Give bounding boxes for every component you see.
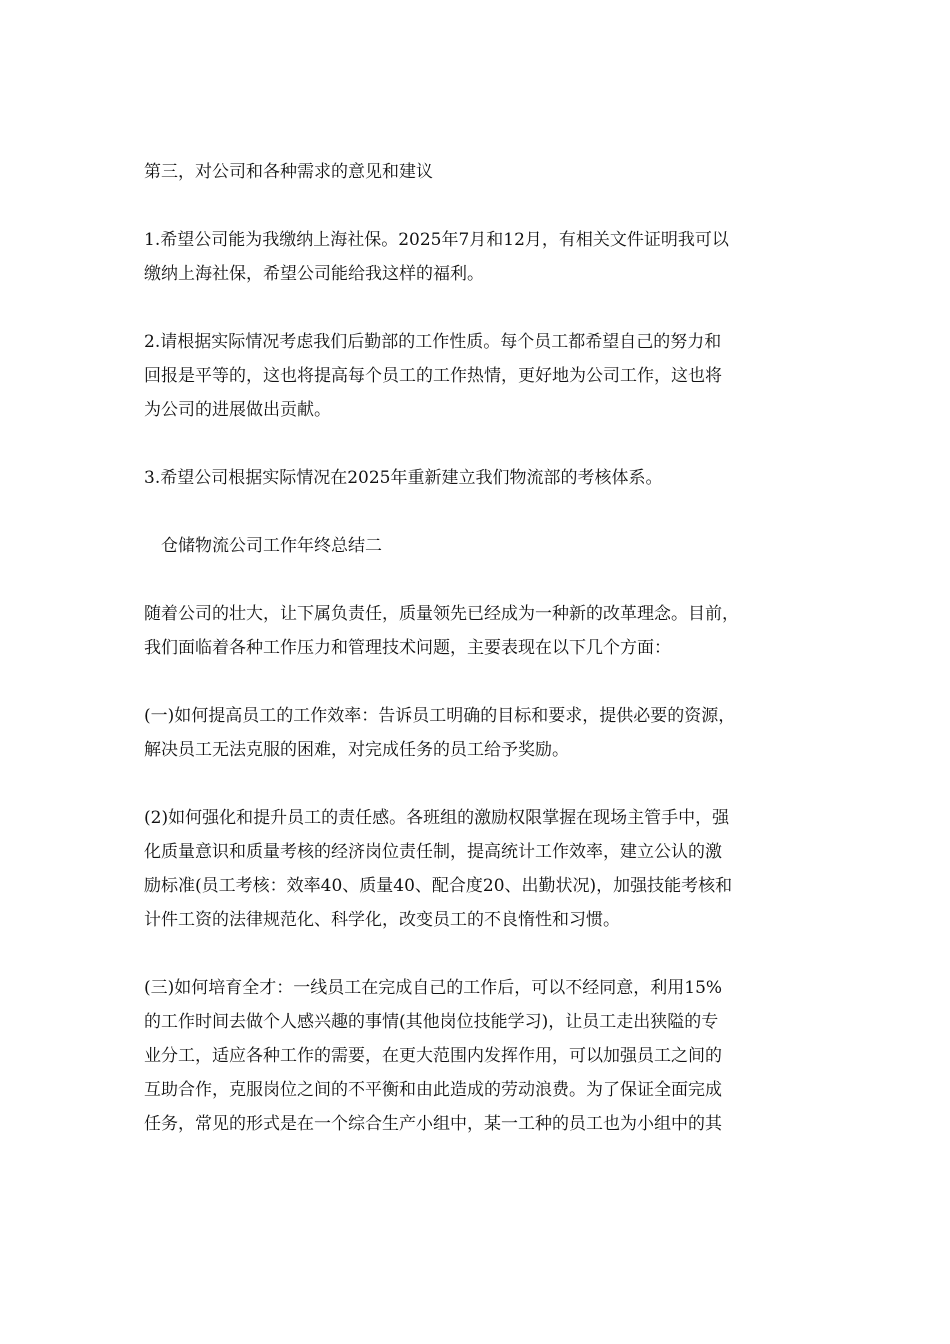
paragraph-logistics-department <box>144 325 808 427</box>
paragraph-introduction <box>144 597 808 665</box>
paragraph-all-round-talent <box>144 971 808 1141</box>
paragraph-work-efficiency <box>144 699 808 767</box>
paragraph-assessment-system <box>144 461 808 495</box>
text-line: (2)如何强化和提升员工的责任感。各班组的激励权限掌握在现场主管手中，强 <box>144 808 730 828</box>
paragraph-gap <box>144 937 808 971</box>
paragraph-gap <box>144 767 808 801</box>
text-line: 我们面临着各种工作压力和管理技术问题，主要表现在以下几个方面： <box>144 638 671 658</box>
text-line: 化质量意识和质量考核的经济岗位责任制，提高统计工作效率，建立公认的激 <box>144 842 722 862</box>
text-line: 为公司的进展做出贡献。 <box>144 400 331 420</box>
text-line: (三)如何培育全才：一线员工在完成自己的工作后，可以不经同意，利用15% <box>144 978 723 998</box>
paragraph-gap <box>144 563 808 597</box>
paragraph-gap <box>144 495 808 529</box>
text-line: 缴纳上海社保，希望公司能给我这样的福利。 <box>144 264 484 284</box>
text-line: 的工作时间去做个人感兴趣的事情(其他岗位技能学习)，让员工走出狭隘的专 <box>144 1012 719 1032</box>
text-line: 励标准(员工考核：效率40、质量40、配合度20、出勤状况)，加强技能考核和 <box>144 876 733 896</box>
text-line: 解决员工无法克服的困难，对完成任务的员工给予奖励。 <box>144 740 569 760</box>
text-line: 1.希望公司能为我缴纳上海社保。2025年7月和12月，有相关文件证明我可以 <box>144 230 729 250</box>
text-line: 随着公司的壮大，让下属负责任，质量领先已经成为一种新的改革理念。目前， <box>144 604 739 624</box>
text-line: 业分工，适应各种工作的需要，在更大范围内发挥作用，可以加强员工之间的 <box>144 1046 722 1066</box>
text-line: 任务，常见的形式是在一个综合生产小组中，某一工种的员工也为小组中的其 <box>144 1114 722 1134</box>
paragraph-responsibility <box>144 801 808 937</box>
text-line: 第三，对公司和各种需求的意见和建议 <box>144 162 433 182</box>
text-line: (一)如何提高员工的工作效率：告诉员工明确的目标和要求，提供必要的资源， <box>144 706 736 726</box>
paragraph-gap <box>144 189 808 223</box>
document-page <box>144 155 808 1141</box>
text-line: 互助合作，克服岗位之间的不平衡和由此造成的劳动浪费。为了保证全面完成 <box>144 1080 722 1100</box>
text-line: 计件工资的法律规范化、科学化，改变员工的不良惰性和习惯。 <box>144 910 620 930</box>
text-line: 仓储物流公司工作年终总结二 <box>161 536 382 556</box>
text-line: 2.请根据实际情况考虑我们后勤部的工作性质。每个员工都希望自己的努力和 <box>144 332 722 352</box>
section-heading-suggestions <box>144 155 808 189</box>
paragraph-gap <box>144 665 808 699</box>
paragraph-gap <box>144 427 808 461</box>
text-line: 回报是平等的，这也将提高每个员工的工作热情，更好地为公司工作，这也将 <box>144 366 722 386</box>
paragraph-social-insurance <box>144 223 808 291</box>
section-title-summary-two <box>144 529 808 563</box>
paragraph-gap <box>144 291 808 325</box>
text-line: 3.希望公司根据实际情况在2025年重新建立我们物流部的考核体系。 <box>144 468 663 488</box>
